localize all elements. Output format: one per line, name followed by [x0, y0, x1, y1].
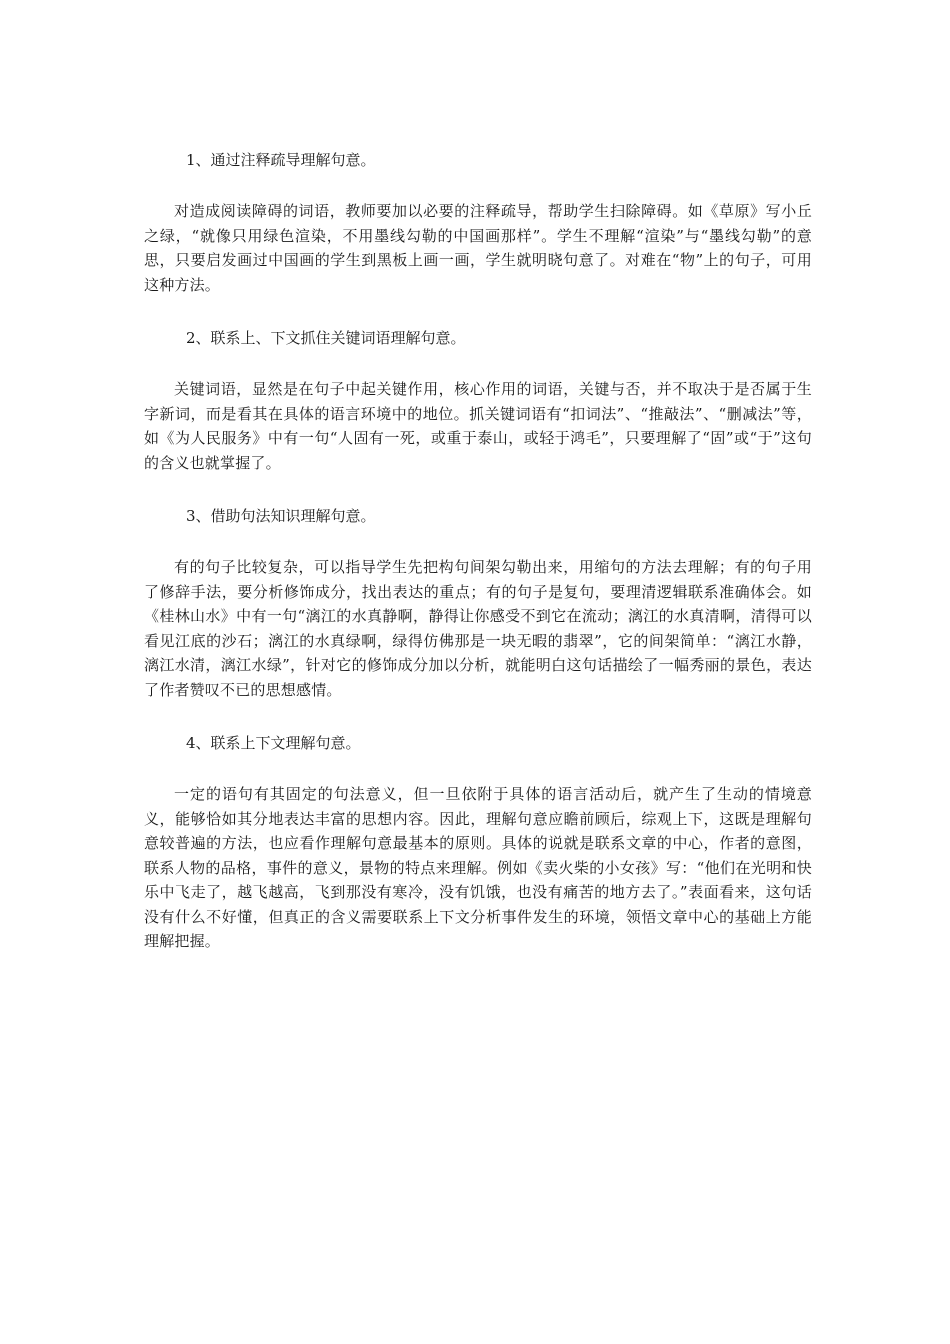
section-4-heading: 4、联系上下文理解句意。	[186, 734, 361, 752]
section-2-heading: 2、联系上、下文抓住关键词语理解句意。	[186, 329, 466, 347]
section-4-body: 一定的语句有其固定的句法意义，但一旦依附于具体的语言活动后，就产生了生动的情境意义，能够恰如其分地表达丰富的思想内容。因此，理解句意应瞻前顾后，综观上下，这既是理解句意较普遍的方法，也应看作理解句意最基本的原则。具体的说就是联系文章的中心，作者的意图，联系人物的品格，事件的意义，景物的特点来理解。例如《卖火柴的小女孩》写：“他们在光明和快乐中飞走了，越飞越高，飞到那没有寒冷，没有饥饿，也没有痛苦的地方去了。”表面看来，这句话没有什么不好懂，但真正的含义需要联系上下文分析事件发生的环境，领悟文章中心的基础上方能理解把握。	[144, 785, 812, 950]
section-1-heading: 1、通过注释疏导理解句意。	[186, 151, 376, 169]
section-3-heading: 3、借助句法知识理解句意。	[186, 507, 376, 525]
section-2-body: 关键词语，显然是在句子中起关键作用，核心作用的词语，关键与否，并不取决于是否属于生字新词，而是看其在具体的语言环境中的地位。抓关键词语有“扣词法”、“推敲法”、“删减法”等，如《为人民服务》中有一句“人固有一死，或重于泰山，或轻于鸿毛”，只要理解了“固”或“于”这句的含义也就掌握了。	[144, 380, 812, 472]
section-1-body: 对造成阅读障碍的词语，教师要加以必要的注释疏导，帮助学生扫除障碍。如《草原》写小丘之绿，“就像只用绿色渲染，不用墨线勾勒的中国画那样”。学生不理解“渲染”与“墨线勾勒”的意思，只要启发画过中国画的学生到黑板上画一画，学生就明晓句意了。对难在“物”上的句子，可用这种方法。	[144, 202, 812, 294]
section-3-body: 有的句子比较复杂，可以指导学生先把构句间架勾勒出来，用缩句的方法去理解；有的句子用了修辞手法，要分析修饰成分，找出表达的重点；有的句子是复句，要理清逻辑联系准确体会。如《桂林山水》中有一句“漓江的水真静啊，静得让你感受不到它在流动；漓江的水真清啊，清得可以看见江底的沙石；漓江的水真绿啊，绿得仿佛那是一块无暇的翡翠”，它的间架简单：“漓江水静，漓江水清，漓江水绿”，针对它的修饰成分加以分析，就能明白这句话描绘了一幅秀丽的景色，表达了作者赞叹不已的思想感情。	[144, 558, 812, 699]
document-page	[144, 148, 812, 954]
